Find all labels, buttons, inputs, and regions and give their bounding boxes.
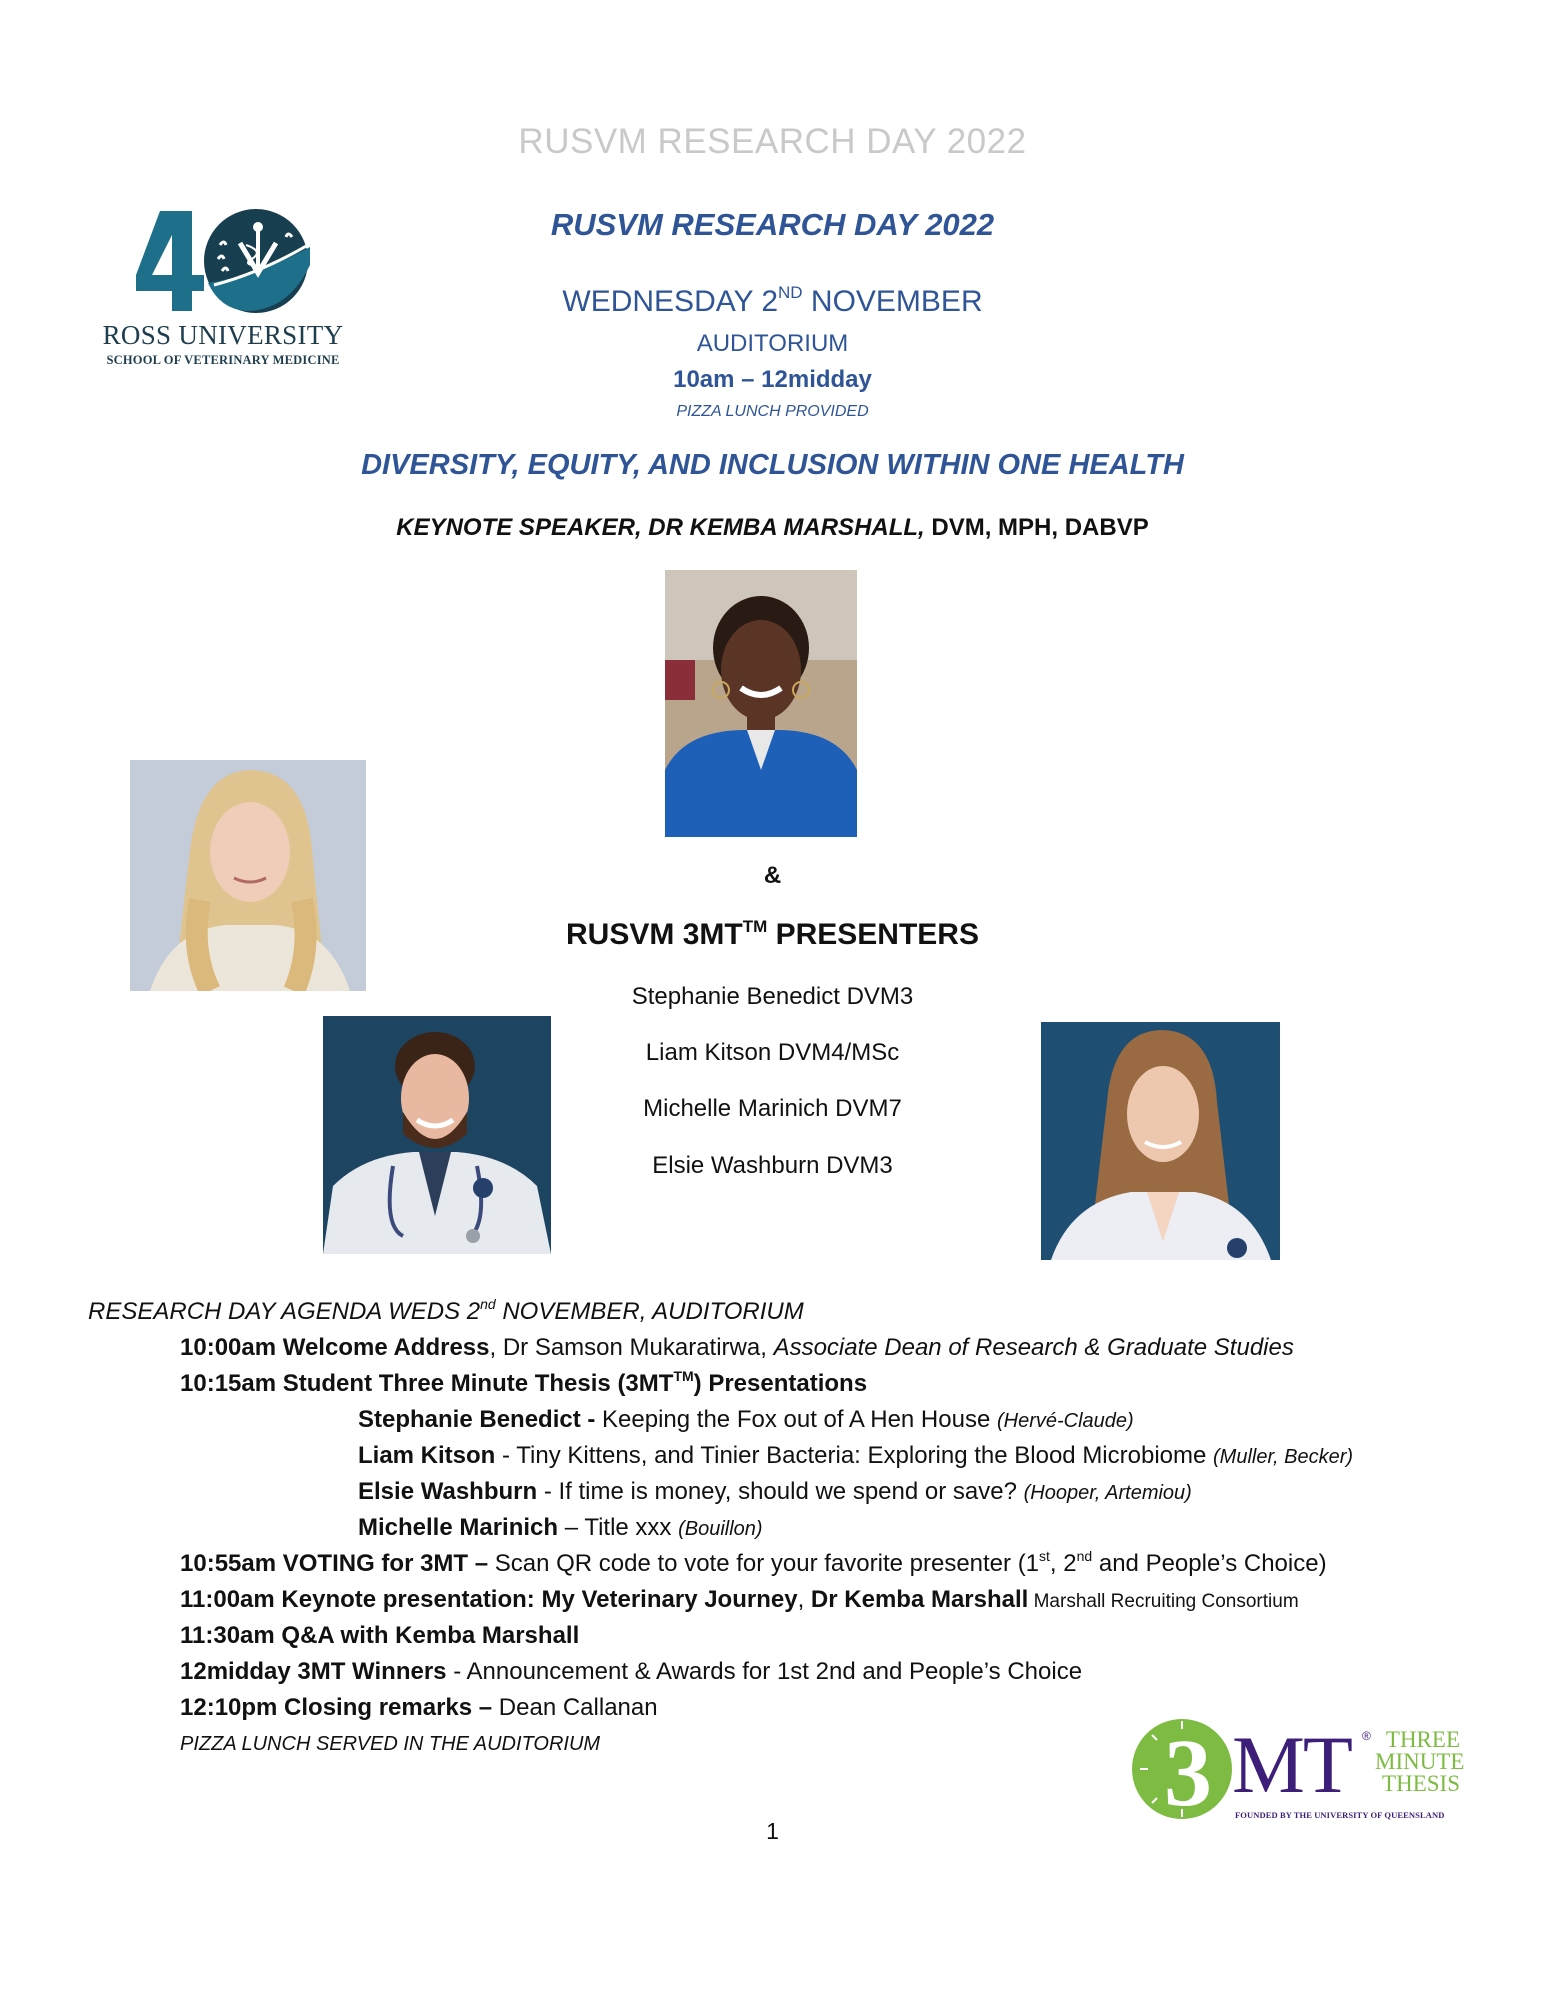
event-date-month: NOVEMBER (802, 285, 983, 318)
agenda-item-title: 11:00am Keynote presentation: My Veterinary Journey (180, 1586, 798, 1613)
three-minute-thesis-logo (1130, 1715, 1465, 1830)
agenda-item-role: Associate Dean of Research & Graduate Studies (773, 1334, 1294, 1361)
event-theme: DIVERSITY, EQUITY, AND INCLUSION WITHIN ONE HEALTH (361, 449, 1184, 481)
agenda-talk (358, 1478, 1192, 1506)
event-venue: AUDITORIUM (696, 330, 849, 357)
3mt-logo-letters: MT (1232, 1719, 1351, 1810)
3mt-word: MINUTE (1375, 1749, 1465, 1774)
agenda-item-detail: - Announcement & Awards for 1st 2nd and People’s Choice (446, 1658, 1083, 1685)
talk-title: – Title xxx (558, 1514, 679, 1541)
presenters-heading-prefix: RUSVM 3MT (566, 918, 743, 951)
presenter-photo-liam-kitson (323, 1016, 551, 1254)
event-date-day: WEDNESDAY 2 (562, 285, 779, 318)
trademark-sup: TM (673, 1368, 694, 1384)
presenters-heading-suffix: PRESENTERS (767, 918, 979, 951)
presenter-photo-elsie-washburn (1041, 1022, 1280, 1260)
3mt-logo-tagline: FOUNDED BY THE UNIVERSITY OF QUEENSLAND (1235, 1810, 1445, 1820)
talk-title: Keeping the Fox out of A Hen House (595, 1406, 997, 1433)
agenda-item-detail: , Dr Samson Mukaratirwa, (489, 1334, 774, 1361)
logo-school-name: SCHOOL OF VETERINARY MEDICINE (106, 353, 340, 367)
talk-advisors: (Bouillon) (678, 1518, 763, 1540)
agenda-item-detail: Dean Callanan (492, 1694, 658, 1721)
agenda-item-speaker: Dr Kemba Marshall (810, 1586, 1029, 1613)
event-time: 10am – 12midday (673, 366, 872, 393)
talk-advisors: (Muller, Becker) (1213, 1446, 1354, 1468)
agenda-item-title: 10:15am Student Three Minute Thesis (3MT (180, 1370, 674, 1397)
talk-presenter: Stephanie Benedict - (358, 1406, 596, 1433)
svg-text:3: 3 (1164, 1719, 1212, 1822)
talk-presenter: Elsie Washburn (358, 1478, 538, 1505)
talk-title: - If time is money, should we spend or save? (537, 1478, 1024, 1505)
presenter-name: Liam Kitson DVM4/MSc (645, 1039, 900, 1066)
agenda-item-affiliation: Marshall Recruiting Consortium (1028, 1591, 1299, 1612)
agenda-item-title-suffix: ) Presentations (693, 1370, 868, 1397)
presenter-name: Stephanie Benedict DVM3 (631, 983, 914, 1010)
page-number: 1 (766, 1818, 779, 1844)
3mt-word: THREE (1385, 1727, 1460, 1752)
presenter-name: Elsie Washburn DVM3 (652, 1152, 893, 1179)
logo-university-name: ROSS UNIVERSITY (102, 320, 344, 350)
agenda-heading-prefix: RESEARCH DAY AGENDA WEDS 2 (88, 1298, 481, 1325)
page-header-watermark: RUSVM RESEARCH DAY 2022 (518, 122, 1027, 161)
talk-presenter: Liam Kitson (358, 1442, 496, 1469)
agenda-item-keynote (180, 1586, 1299, 1614)
agenda-item-3mt-presentations (180, 1370, 867, 1398)
presenters-heading (0, 918, 1545, 952)
agenda-item-winners (180, 1658, 1082, 1686)
agenda-item-separator: , (797, 1586, 811, 1613)
talk-title: - Tiny Kittens, and Tinier Bacteria: Exploring the Blood Microbiome (495, 1442, 1214, 1469)
event-lunch-note: PIZZA LUNCH PROVIDED (676, 403, 869, 420)
keynote-speaker-photo (665, 570, 857, 837)
agenda-talk (358, 1442, 1353, 1470)
agenda-item-welcome (180, 1334, 1294, 1362)
ampersand: & (763, 862, 782, 889)
trademark-sup: TM (742, 917, 768, 936)
agenda-item-detail: and People’s Choice) (1092, 1550, 1327, 1577)
agenda-talk (358, 1514, 763, 1542)
agenda-item-title: 10:55am VOTING for 3MT – (180, 1550, 489, 1577)
agenda-heading-ordinal: nd (480, 1296, 496, 1312)
ordinal-sup: nd (1076, 1548, 1093, 1564)
agenda-item-title: 12:10pm Closing remarks – (180, 1694, 493, 1721)
agenda-item-detail: , 2 (1049, 1550, 1077, 1577)
event-date-ordinal: ND (778, 283, 803, 302)
agenda-item-closing (180, 1694, 658, 1722)
3mt-clock-icon (1130, 1717, 1235, 1822)
presenter-name: Michelle Marinich DVM7 (643, 1095, 902, 1122)
agenda-item-title: 11:30am Q&A with Kemba Marshall (180, 1622, 580, 1649)
talk-advisors: (Hervé-Claude) (996, 1410, 1134, 1432)
keynote-credentials: DVM, MPH, DABVP (924, 514, 1149, 541)
event-date (0, 285, 1545, 319)
keynote-speaker-line (0, 514, 1545, 542)
agenda-item-title: 10:00am Welcome Address (180, 1334, 490, 1361)
agenda-talk (358, 1406, 1134, 1434)
agenda-item-title: 12midday 3MT Winners (180, 1658, 447, 1685)
agenda-item-qa (180, 1622, 579, 1650)
agenda-heading-suffix: NOVEMBER, AUDITORIUM (495, 1298, 804, 1325)
agenda-closing-note: PIZZA LUNCH SERVED IN THE AUDITORIUM (180, 1733, 601, 1755)
agenda-item-voting (180, 1550, 1327, 1578)
talk-advisors: (Hooper, Artemiou) (1023, 1482, 1192, 1504)
registered-mark: ® (1362, 1729, 1371, 1743)
agenda-item-detail: Scan QR code to vote for your favorite presenter (1 (488, 1550, 1040, 1577)
event-title: RUSVM RESEARCH DAY 2022 (550, 207, 995, 242)
ordinal-sup: st (1039, 1548, 1050, 1564)
agenda-heading (88, 1298, 804, 1326)
keynote-speaker-name: KEYNOTE SPEAKER, DR KEMBA MARSHALL, (396, 514, 925, 541)
3mt-logo-words (1375, 1727, 1465, 1796)
talk-presenter: Michelle Marinich (358, 1514, 559, 1541)
3mt-word: THESIS (1382, 1771, 1460, 1796)
